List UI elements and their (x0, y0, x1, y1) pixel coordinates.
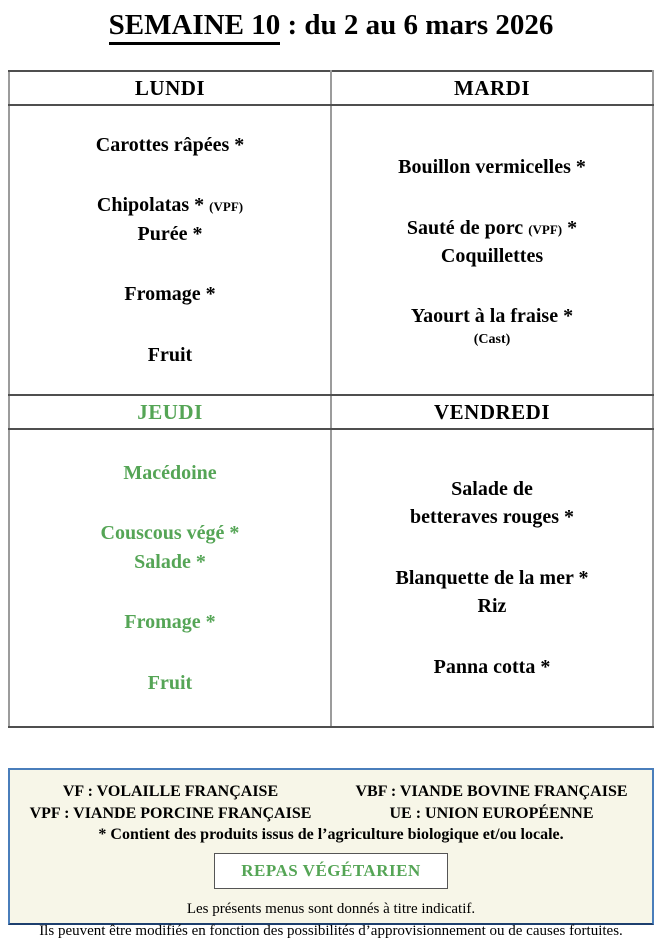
content-row-jeudi-vendredi (9, 429, 653, 727)
origin-tag: (Cast) (473, 331, 511, 347)
menu-item: Sauté de porc (VPF) * Coquillettes (406, 216, 578, 267)
menu-item: Fromage * (124, 611, 216, 634)
menu-cell-lundi (9, 105, 331, 395)
vegetarian-meal-badge: REPAS VÉGÉTARIEN (214, 853, 447, 889)
legend-vf: VF : VOLAILLE FRANÇAISE (62, 783, 279, 800)
menu-item: Fruit (147, 671, 193, 694)
header-row-jeudi-vendredi (9, 395, 653, 429)
menu-item: Macédoine (123, 462, 217, 485)
day-header-vendredi: VENDREDI (331, 395, 653, 429)
legend-vpf: VPF : VIANDE PORCINE FRANÇAISE (29, 804, 312, 822)
menu-item: Fromage * (124, 283, 216, 306)
bio-note: * Contient des produits issus de l’agriculture biologique et/ou locale. (98, 826, 564, 844)
page-title (0, 0, 662, 42)
header-row-lundi-mardi (9, 71, 653, 105)
disclaimer (10, 899, 652, 943)
menu-item: Salade de betteraves rouges * (409, 478, 575, 529)
content-row-lundi-mardi (9, 105, 653, 395)
legend-line-1 (10, 781, 652, 803)
legend-box (8, 768, 654, 939)
disclaimer-line-1: Les présents menus sont donnés à titre indicatif. (186, 901, 476, 918)
menu-cell-jeudi (9, 429, 331, 727)
legend-line-2 (10, 803, 652, 825)
origin-tag: (VPF) (528, 221, 563, 237)
menu-item: Fruit (147, 343, 193, 366)
origin-tag: (VPF) (209, 199, 244, 215)
legend-ue: UE : UNION EUROPÉENNE (389, 804, 594, 822)
menu-cell-mardi (331, 105, 653, 395)
menu-item: Carottes râpées * (95, 134, 245, 157)
week-number: SEMAINE 10 (109, 9, 281, 45)
date-range: : du 2 au 6 mars 2026 (280, 9, 554, 41)
menu-item: Chipolatas * (VPF) Purée * (96, 194, 244, 245)
day-header-mardi: MARDI (331, 71, 653, 105)
menu-cell-vendredi (331, 429, 653, 727)
menu-item: Couscous végé * Salade * (100, 522, 240, 573)
day-header-jeudi: JEUDI (9, 395, 331, 429)
menu-item: Yaourt à la fraise * (Cast) (410, 305, 574, 347)
day-header-lundi: LUNDI (9, 71, 331, 105)
disclaimer-line-2: Ils peuvent être modifiés en fonction des possibilités d’approvisionnement ou de causes fortuites. (39, 922, 623, 939)
weekly-menu-table (8, 70, 654, 728)
menu-item: Panna cotta * (433, 655, 551, 678)
menu-item: Blanquette de la mer * Riz (395, 566, 589, 618)
menu-item: Bouillon vermicelles * (398, 156, 586, 179)
legend-vbf: VBF : VIANDE BOVINE FRANÇAISE (355, 783, 628, 800)
